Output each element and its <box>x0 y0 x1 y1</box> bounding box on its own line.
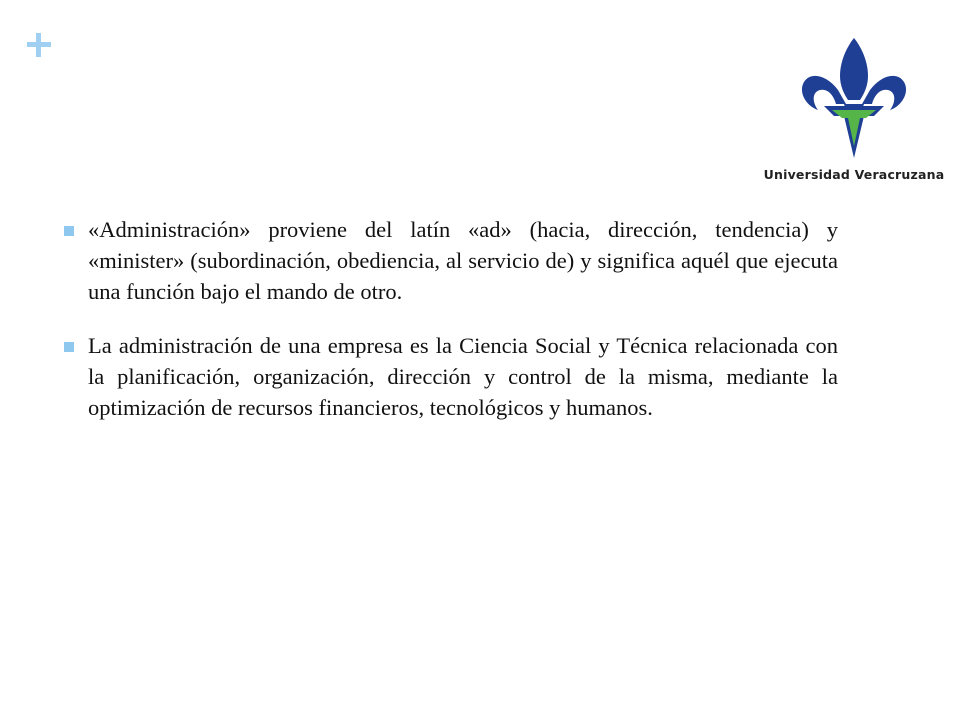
list-item <box>64 330 838 423</box>
bullet-text: «Administración» proviene del latín «ad» (hacia, dirección, tendencia) y «minister» (subordinación, obediencia, al servicio de) y significa aquél que ejecuta una función bajo el mando de otro. <box>88 217 838 304</box>
logo-caption: Universidad Veracruzana <box>763 167 945 182</box>
university-logo <box>760 20 948 192</box>
list-item <box>64 214 838 307</box>
fleur-de-lis-emblem-icon <box>760 20 948 165</box>
bullet-text: La administración de una empresa es la Ciencia Social y Técnica relacionada con la planificación, organización, dirección y control de la misma, mediante la optimización de recursos financieros, tecnológicos y humanos. <box>88 333 838 420</box>
square-bullet-icon <box>64 342 74 352</box>
bullet-list <box>64 214 838 446</box>
plus-icon <box>24 30 54 60</box>
square-bullet-icon <box>64 226 74 236</box>
